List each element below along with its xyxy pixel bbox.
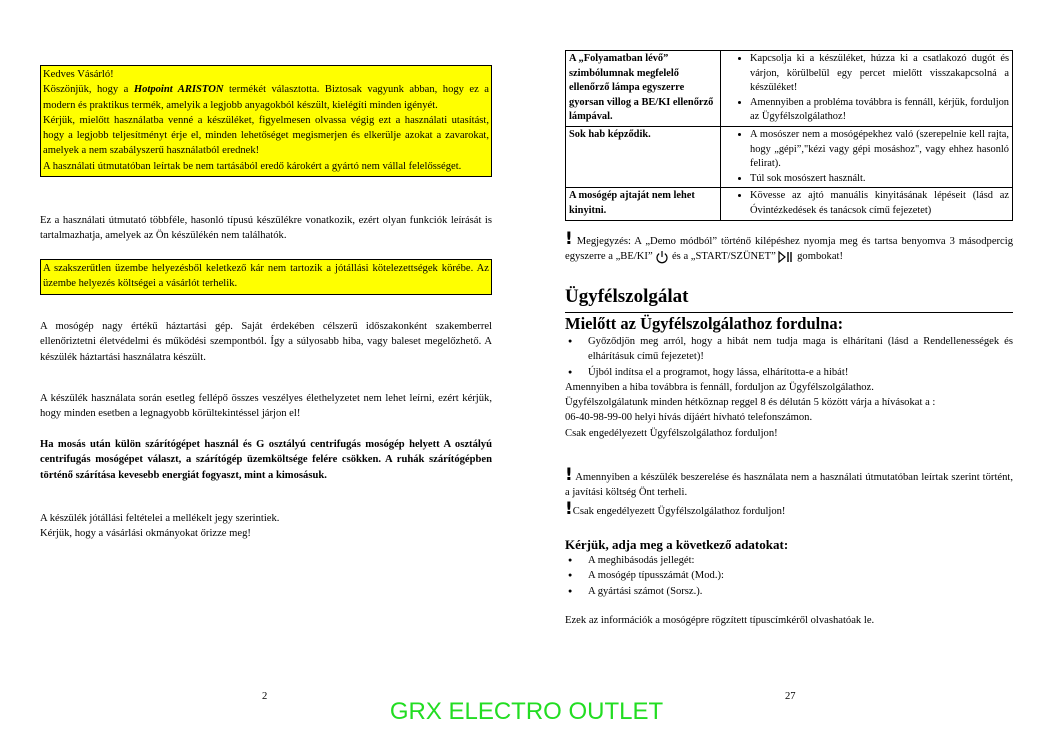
- service-heading: Ügyfélszolgálat: [565, 286, 689, 307]
- service-line: Csak engedélyezett Ügyfélszolgálathoz forduljon!: [565, 427, 778, 439]
- solution-item: • Amennyiben a probléma továbbra is fennáll, kérjük, forduljon az Ügyfélszolgálathoz!: [750, 96, 1009, 125]
- solution-item: • Túl sok mosószert használt.: [750, 172, 1009, 187]
- page-number-right: 27: [785, 691, 796, 702]
- demo-note-end: gombokat!: [797, 251, 844, 263]
- brand-name: Hotpoint ARISTON: [133, 84, 224, 96]
- warning-exclamation-icon: !: [565, 465, 573, 485]
- energy-tip-text: Ha mosás után külön szárítógépet használ és G osztályú centrifugás mosógép helyett A osztályú centrifugás mosógépet választ, a szárítógép üzemköltsége felére csökken. A ruhák szárítógépben történő szárítása kevesebb energiát fogyaszt, mint a kimosásuk.: [40, 439, 492, 481]
- required-data-heading: Kérjük, adja meg a következő adatokat:: [565, 537, 789, 552]
- service-phone: 06-40-98-99-00 helyi hívás díjáért hívható telefonszámon.: [565, 412, 813, 424]
- problem-cell: A mosógép ajtaját nem lehet kinyitni.: [566, 188, 721, 220]
- demo-note-start: és a „START/SZÜNET”: [671, 251, 776, 263]
- solution-item: • Kövesse az ajtó manuális kinyitásának lépéseit (lásd az Óvintézkedések és tanácsok című fejezetet): [750, 189, 1009, 218]
- welcome-greeting: Kedves Vásárló!: [43, 69, 114, 80]
- table-row: [566, 188, 1013, 220]
- authorized-service-warning: !Csak engedélyezett Ügyfélszolgálathoz forduljon!: [565, 499, 786, 519]
- list-item: ● Újból indítsa el a programot, hogy lássa, elhárította-e a hibát!: [588, 365, 1013, 380]
- installation-notice-text: A szakszerűtlen üzembe helyezésből keletkező kár nem tartozik a jótállási kötelezettségek körébe. Az üzembe helyezés költségei a vásárlót terhelik.: [43, 263, 489, 290]
- solution-cell: [721, 51, 1013, 127]
- welcome-notice-box: [40, 65, 492, 177]
- page-number-left: 2: [262, 691, 268, 702]
- solution-item: • Kapcsolja ki a készüléket, húzza ki a csatlakozó dugót és várjon, körülbelül egy percet mielőtt visszakapcsolná a készüléket!: [750, 52, 1009, 96]
- installation-notice-box: [40, 259, 492, 295]
- problem-cell: Sok hab képződik.: [566, 126, 721, 187]
- warning-exclamation-icon: !: [565, 229, 573, 249]
- list-item: ● A gyártási számot (Sorsz.).: [588, 584, 1013, 599]
- footer-watermark: GRX ELECTRO OUTLET: [389, 698, 664, 725]
- power-icon: [655, 250, 669, 264]
- troubleshooting-table: [565, 50, 1013, 221]
- table-row: [566, 51, 1013, 127]
- manual-scope-text: Ez a használati útmutató többféle, hasonló típusú készülékre vonatkozik, ezért olyan funkciók leírását is tartalmazhatja, amelyek az Ön készülékén nem találhatók.: [40, 215, 492, 242]
- type-label-info: Ezek az információk a mosógépre rögzített típuscímkéről olvashatóak le.: [565, 615, 875, 626]
- solution-cell: [721, 126, 1013, 187]
- problem-cell: A „Folyamatban lévő” szimbólumnak megfelelő ellenőrző lámpa egyszerre gyorsan villog a BE/KI ellenőrző lámpával.: [566, 51, 721, 127]
- list-item: ● Győződjön meg arról, hogy a hibát nem tudja maga is elhárítani (lásd a Rendellenességek és elhárításuk című fejezetet)!: [588, 334, 1013, 365]
- solution-cell: [721, 188, 1013, 220]
- demo-mode-note: [565, 229, 1013, 265]
- welcome-liability: A használati útmutatóban leírtak be nem tartásából eredő károkért a gyártó nem vállal felelősséget.: [43, 160, 462, 172]
- keep-receipt-text: Kérjük, hogy a vásárlási okmányokat őrizze meg!: [40, 528, 251, 539]
- before-service-heading: Mielőtt az Ügyfélszolgálathoz fordulna:: [565, 312, 1013, 334]
- list-item: ● A mosógép típusszámát (Mod.):: [588, 568, 1013, 583]
- maintenance-text: A mosógép nagy értékű háztartási gép. Saját érdekében célszerű időszakonként szakemberrel ellenőriztetni életvédelmi és működési szempontból. Így a súlyosabb hiba, vagy baleset megelőzhető. A készülék háztartási használatra készült.: [40, 321, 492, 363]
- table-row: [566, 126, 1013, 187]
- solution-item: • A mosószer nem a mosógépekhez való (szerepelnie kell rajta, hogy „gépi”,"kézi vagy gépi mosáshoz", vagy ehhez hasonló felirat).: [750, 128, 1009, 172]
- warranty-text: A készülék jótállási feltételei a mellékelt jegy szerintiek.: [40, 513, 280, 524]
- list-item: ● A meghibásodás jellegét:: [588, 553, 1013, 568]
- welcome-instruction: Kérjük, mielőtt használatba venné a készüléket, figyelmesen olvassa végig ezt a használati utasítást, hogy a legjobb teljesítményt érje el, minden lehetőséget megismerjen és elkerülje azokat a zavarokat, amelyek a nem szabályszerű használatból erednek!: [43, 114, 489, 157]
- service-line: Amennyiben a hiba továbbra is fennáll, forduljon az Ügyfélszolgálathoz.: [565, 381, 874, 393]
- required-data-list: [565, 553, 1013, 599]
- service-line: Ügyfélszolgálatunk minden hétköznap reggel 8 és délután 5 között várja a hívásokat a :: [565, 397, 936, 409]
- repair-cost-warning: ! Amennyiben a készülék beszerelése és használata nem a használati útmutatóban leírtak szerint történt, a javítási költség Önt terheli.: [565, 465, 1013, 499]
- warning-exclamation-icon: !: [565, 499, 573, 519]
- welcome-text: Köszönjük, hogy a Hotpoint ARISTON termékét választotta. Biztosak vagyunk abban, hogy ez a modern és praktikus termék, amelyik a legjobb anyagokból készült, kielégíti minden igényét.: [43, 84, 490, 111]
- play-pause-icon: [778, 250, 794, 264]
- demo-note-text: Megjegyzés: A „Demo módból” történő kilépéshez nyomja meg és tartsa benyomva 3 másodpercig egyszerre a „BE/KI”: [565, 236, 1013, 263]
- before-service-section: [565, 334, 1013, 441]
- safety-text: A készülék használata során esetleg fellépő összes veszélyes élethelyzetet nem lehet leírni, ezért kérjük, hogy minden esetben a legnagyobb körültekintéssel járjon el!: [40, 393, 492, 420]
